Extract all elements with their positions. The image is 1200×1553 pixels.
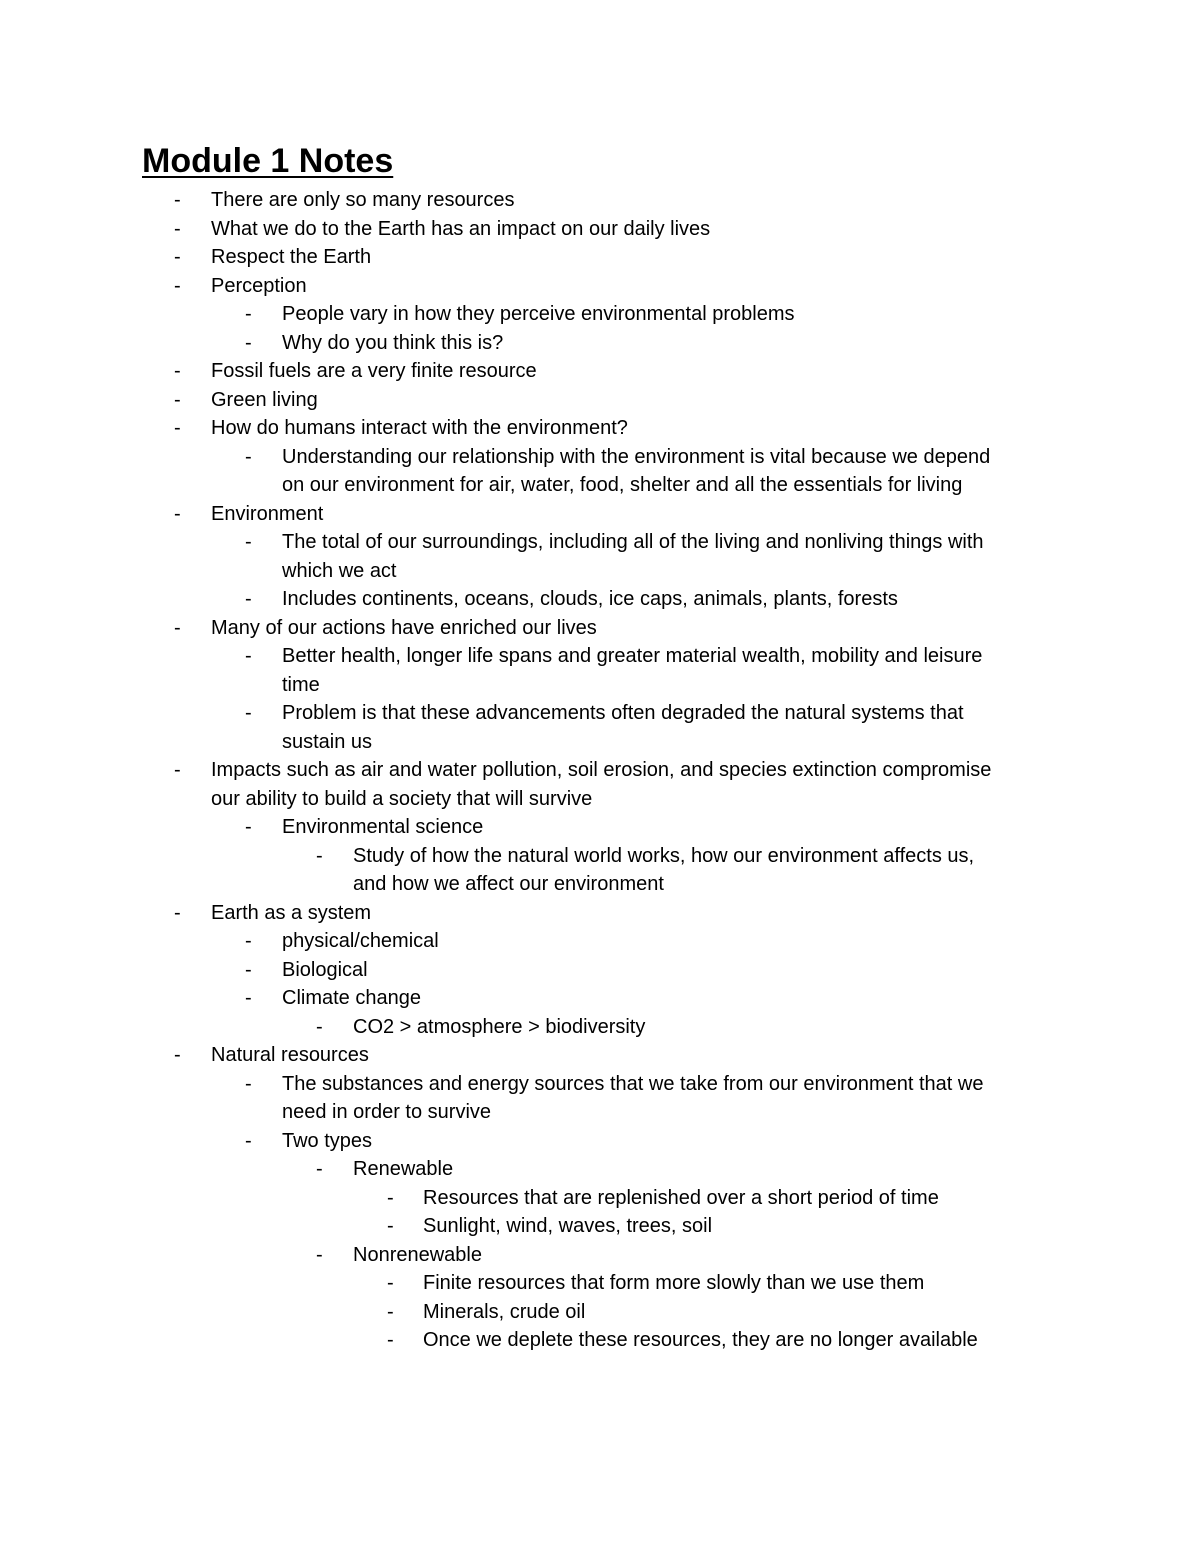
bullet-dash: - bbox=[245, 588, 252, 610]
list-item-text bbox=[423, 1326, 978, 1355]
list-item-line: Earth as a system bbox=[211, 901, 372, 924]
list-item-level-1 bbox=[0, 386, 1200, 415]
bullet-dash: - bbox=[174, 388, 181, 411]
list-item-text bbox=[282, 1127, 372, 1156]
list-item-text bbox=[211, 1041, 369, 1070]
list-item-text bbox=[282, 329, 503, 358]
list-item-line: Impacts such as air and water pollution, soil erosion, and species extinction compromise bbox=[211, 759, 992, 781]
list-item-line: time bbox=[282, 673, 320, 696]
list-item-line: Natural resources bbox=[211, 1044, 369, 1066]
list-item-line: Once we deplete these resources, they are no longer available bbox=[423, 1329, 978, 1351]
list-item-level-2 bbox=[0, 956, 1200, 985]
list-item-line: The total of our surroundings, including all of the living and nonliving things with bbox=[282, 531, 984, 553]
list-item-text bbox=[423, 1269, 924, 1298]
list-item-level-1 bbox=[0, 414, 1200, 443]
list-item-text bbox=[282, 443, 990, 500]
list-item-text bbox=[282, 984, 421, 1013]
bullet-dash: - bbox=[174, 274, 181, 297]
list-item-level-2 bbox=[0, 699, 1200, 756]
list-item-line: Environment bbox=[211, 502, 324, 525]
list-item-level-4 bbox=[0, 1298, 1200, 1327]
list-item-level-4 bbox=[0, 1269, 1200, 1298]
list-item-line: which we act bbox=[282, 559, 397, 582]
list-item-text bbox=[211, 756, 991, 813]
list-item-line: CO2 > atmosphere > biodiversity bbox=[353, 1015, 646, 1038]
list-item-line: Finite resources that form more slowly than we use them bbox=[423, 1272, 925, 1294]
list-item-level-2 bbox=[0, 300, 1200, 329]
list-item-level-4 bbox=[0, 1184, 1200, 1213]
bullet-dash: - bbox=[387, 1215, 394, 1237]
list-item-line: our ability to build a society that will survive bbox=[211, 787, 593, 810]
list-item-text bbox=[282, 528, 984, 585]
list-item-level-1 bbox=[0, 357, 1200, 386]
bullet-dash: - bbox=[245, 331, 252, 354]
bullet-dash: - bbox=[245, 531, 252, 553]
list-item-level-1 bbox=[0, 899, 1200, 928]
list-item-level-4 bbox=[0, 1212, 1200, 1241]
list-item-line: need in order to survive bbox=[282, 1101, 492, 1123]
list-item-text bbox=[282, 300, 795, 329]
list-item-line: Better health, longer life spans and greater material wealth, mobility and leisure bbox=[282, 645, 983, 667]
bullet-dash: - bbox=[174, 1044, 181, 1066]
list-item-level-2 bbox=[0, 443, 1200, 500]
list-item-text bbox=[353, 1241, 482, 1270]
bullet-dash: - bbox=[316, 1015, 323, 1038]
list-item-line: Problem is that these advancements often degraded the natural systems that bbox=[282, 702, 964, 724]
bullet-dash: - bbox=[387, 1272, 394, 1294]
bullet-dash: - bbox=[316, 1158, 323, 1180]
list-item-level-1 bbox=[0, 500, 1200, 529]
list-item-line: Minerals, crude oil bbox=[423, 1300, 586, 1323]
bullet-dash: - bbox=[245, 702, 252, 724]
list-item-line: Sunlight, wind, waves, trees, soil bbox=[423, 1215, 713, 1237]
list-item-level-2 bbox=[0, 1070, 1200, 1127]
bullet-dash: - bbox=[387, 1300, 394, 1323]
list-item-level-1 bbox=[0, 243, 1200, 272]
bullet-dash: - bbox=[387, 1329, 394, 1351]
list-item-line: Why do you think this is? bbox=[282, 331, 504, 354]
list-item-level-1 bbox=[0, 1041, 1200, 1070]
list-item-text bbox=[282, 699, 964, 756]
list-item-text bbox=[211, 386, 318, 415]
list-item-level-3 bbox=[0, 1241, 1200, 1270]
list-item-line: The substances and energy sources that we take from our environment that we bbox=[282, 1072, 984, 1095]
list-item-line: Many of our actions have enriched our lives bbox=[211, 616, 597, 639]
list-item-level-1 bbox=[0, 186, 1200, 215]
list-item-text bbox=[211, 186, 514, 215]
list-item-level-2 bbox=[0, 927, 1200, 956]
list-item-line: Resources that are replenished over a short period of time bbox=[423, 1186, 939, 1209]
list-item-text bbox=[282, 1070, 983, 1127]
list-item-text bbox=[211, 614, 597, 643]
bullet-dash: - bbox=[245, 930, 252, 952]
list-item-line: on our environment for air, water, food, shelter and all the essentials for living bbox=[282, 474, 963, 496]
list-item-text bbox=[282, 813, 483, 842]
list-item-line: Green living bbox=[211, 388, 318, 411]
bullet-dash: - bbox=[174, 417, 181, 439]
list-item-line: Includes continents, oceans, clouds, ice caps, animals, plants, forests bbox=[282, 588, 898, 610]
bullet-dash: - bbox=[174, 901, 181, 924]
list-item-text bbox=[282, 642, 982, 699]
bullet-dash: - bbox=[316, 1243, 323, 1266]
list-item-text bbox=[211, 243, 371, 272]
bullet-dash: - bbox=[316, 844, 323, 867]
list-item-line: Fossil fuels are a very finite resource bbox=[211, 360, 537, 382]
list-item-level-3 bbox=[0, 842, 1200, 899]
list-item-level-2 bbox=[0, 585, 1200, 614]
bullet-dash: - bbox=[174, 189, 181, 211]
list-item-level-2 bbox=[0, 984, 1200, 1013]
bullet-dash: - bbox=[387, 1186, 394, 1209]
list-item-text bbox=[211, 500, 323, 529]
list-item-line: Two types bbox=[282, 1129, 373, 1152]
list-item-text bbox=[211, 215, 710, 244]
bullet-dash: - bbox=[174, 502, 181, 525]
list-item-text bbox=[282, 585, 898, 614]
notes-list bbox=[0, 186, 1200, 1355]
list-item-level-2 bbox=[0, 642, 1200, 699]
page-title: Module 1 Notes bbox=[142, 142, 394, 180]
list-item-level-3 bbox=[0, 1013, 1200, 1042]
list-item-text bbox=[211, 414, 628, 443]
list-item-text bbox=[423, 1212, 712, 1241]
list-item-line: Renewable bbox=[353, 1158, 454, 1180]
list-item-line: How do humans interact with the environment? bbox=[211, 417, 628, 439]
list-item-line: Respect the Earth bbox=[211, 246, 372, 268]
list-item-line: Nonrenewable bbox=[353, 1243, 482, 1266]
list-item-level-2 bbox=[0, 1127, 1200, 1156]
list-item-line: What we do to the Earth has an impact on our daily lives bbox=[211, 217, 711, 240]
list-item-text bbox=[353, 842, 974, 899]
bullet-dash: - bbox=[245, 1072, 252, 1095]
list-item-level-2 bbox=[0, 813, 1200, 842]
list-item-text bbox=[353, 1155, 453, 1184]
list-item-level-2 bbox=[0, 528, 1200, 585]
bullet-dash: - bbox=[174, 360, 181, 382]
list-item-text bbox=[423, 1298, 585, 1327]
list-item-level-1 bbox=[0, 756, 1200, 813]
list-item-line: Biological bbox=[282, 958, 368, 981]
bullet-dash: - bbox=[174, 217, 181, 240]
list-item-level-4 bbox=[0, 1326, 1200, 1355]
list-item-line: Environmental science bbox=[282, 816, 484, 838]
list-item-line: physical/chemical bbox=[282, 930, 439, 952]
bullet-dash: - bbox=[245, 303, 252, 325]
list-item-line: People vary in how they perceive environmental problems bbox=[282, 303, 795, 325]
list-item-text bbox=[211, 357, 537, 386]
bullet-dash: - bbox=[174, 246, 181, 268]
bullet-dash: - bbox=[245, 645, 252, 667]
bullet-dash: - bbox=[245, 445, 252, 468]
list-item-line: and how we affect our environment bbox=[353, 873, 664, 895]
list-item-text bbox=[353, 1013, 645, 1042]
list-item-level-3 bbox=[0, 1155, 1200, 1184]
bullet-dash: - bbox=[174, 759, 181, 781]
bullet-dash: - bbox=[245, 958, 252, 981]
bullet-dash: - bbox=[245, 816, 252, 838]
bullet-dash: - bbox=[245, 1129, 252, 1152]
list-item-line: Understanding our relationship with the environment is vital because we depend bbox=[282, 445, 991, 468]
list-item-text bbox=[211, 899, 371, 928]
list-item-line: There are only so many resources bbox=[211, 189, 515, 211]
list-item-level-1 bbox=[0, 614, 1200, 643]
list-item-text bbox=[211, 272, 307, 301]
list-item-text bbox=[282, 927, 439, 956]
bullet-dash: - bbox=[174, 616, 181, 639]
list-item-line: Perception bbox=[211, 274, 307, 297]
list-item-level-1 bbox=[0, 272, 1200, 301]
list-item-text bbox=[423, 1184, 939, 1213]
list-item-line: sustain us bbox=[282, 730, 373, 753]
list-item-level-2 bbox=[0, 329, 1200, 358]
bullet-dash: - bbox=[245, 987, 252, 1009]
list-item-line: Climate change bbox=[282, 987, 421, 1009]
list-item-line: Study of how the natural world works, how our environment affects us, bbox=[353, 844, 975, 867]
list-item-text bbox=[282, 956, 368, 985]
list-item-level-1 bbox=[0, 215, 1200, 244]
